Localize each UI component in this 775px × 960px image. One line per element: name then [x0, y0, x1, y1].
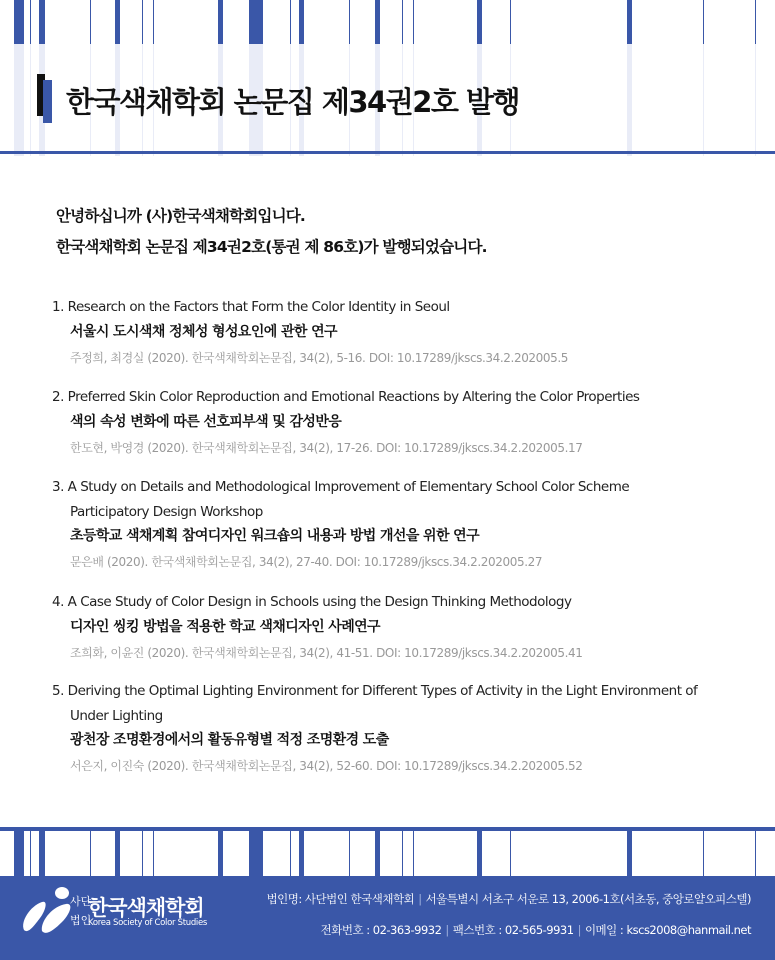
- paper-title-en: 5. Deriving the Optimal Lighting Environment for Different Types of Activity in the Light Environment of Under Lighting: [52, 683, 698, 724]
- paper-citation: 문은배 (2020). 한국색채학회논문집, 34(2), 27-40. DOI: 10.17289/jkscs.34.2.202005.27: [70, 555, 543, 569]
- paper-title-ko: 디자인 씽킹 방법을 적용한 학교 색채디자인 사례연구: [70, 618, 380, 635]
- footer-stripe: [375, 831, 380, 876]
- email-link[interactable]: 이메일 : kscs2008@hanmail.net: [584, 923, 751, 937]
- header-stripe: [477, 0, 482, 44]
- paper-title-ko: 색의 속성 변화에 따른 선호피부색 및 감성반응: [70, 413, 342, 430]
- footer-stripe: [755, 831, 756, 876]
- paper-title-en: 1. Research on the Factors that Form the Color Identity in Seoul: [52, 299, 450, 315]
- paper-item: [52, 590, 752, 666]
- header-stripe: [30, 0, 31, 44]
- header-stripe: [703, 0, 704, 44]
- header-stripe-shadow: [627, 44, 632, 156]
- header-stripe-shadow: [14, 44, 24, 156]
- header-stripe: [627, 0, 632, 44]
- footer-address-line: 법인명: 사단법인 한국색채학회 | 서울특별시 서초구 서운로 13, 2006-1호(서초동, 중앙로얄오피스텔): [266, 892, 751, 906]
- paper-title-en: 4. A Case Study of Color Design in Schools using the Design Thinking Methodology: [52, 594, 572, 610]
- phone: 전화번호 : 02-363-9932: [320, 923, 442, 937]
- header-rule: [0, 151, 775, 154]
- header-stripe: [290, 0, 291, 44]
- footer-stripe: [299, 831, 304, 876]
- address: 서울특별시 서초구 서운로 13, 2006-1호(서초동, 중앙로얄오피스텔): [425, 892, 751, 906]
- header-stripe: [299, 0, 304, 44]
- header-stripe: [249, 0, 263, 44]
- header-stripe: [39, 0, 45, 44]
- corp-name: 법인명: 사단법인 한국색채학회: [266, 892, 415, 906]
- logo-prefix-bottom: 법인: [70, 914, 92, 927]
- paper-item: [52, 385, 752, 461]
- intro-greeting: 안녕하십니까 (사)한국색채학회입니다.: [56, 207, 306, 225]
- title-marker-blue: [43, 80, 52, 123]
- header-stripe-shadow: [703, 44, 704, 156]
- footer-stripe: [477, 831, 482, 876]
- footer-stripe: [90, 831, 91, 876]
- footer-stripe: [142, 831, 143, 876]
- paper-citation: 한도현, 박영경 (2020). 한국색채학회논문집, 34(2), 17-26. DOI: 10.17289/jkscs.34.2.202005.17: [70, 440, 583, 455]
- paper-title-en: 3. A Study on Details and Methodological Improvement of Elementary School Color Scheme Participatory Design Workshop: [52, 479, 630, 520]
- paper-title-ko: 광천장 조명환경에서의 활동유형별 적정 조명환경 도출: [70, 732, 389, 748]
- footer-stripe-band: [0, 831, 775, 876]
- footer-stripe: [510, 831, 511, 876]
- footer-stripe: [14, 831, 24, 876]
- paper-item: [52, 679, 732, 779]
- logo-name: 한국색채학회: [88, 896, 204, 920]
- header-stripe-shadow: [755, 44, 756, 156]
- footer: [0, 827, 775, 960]
- paper-citation: 주정희, 최경실 (2020). 한국색채학회논문집, 34(2), 5-16. DOI: 10.17289/jkscs.34.2.202005.5: [70, 350, 569, 365]
- footer-contact-line: 전화번호 : 02-363-9932 | 팩스번호 : 02-565-9931 | 이메일 : kscs2008@hanmail.net: [320, 923, 751, 937]
- footer-stripe: [413, 831, 414, 876]
- intro-announcement: 한국색채학회 논문집 제34권2호(통권 제 86호)가 발행되었습니다.: [56, 238, 487, 256]
- paper-item: [52, 295, 752, 371]
- header-stripe: [14, 0, 24, 44]
- footer-stripe: [402, 831, 403, 876]
- header-stripe: [413, 0, 414, 44]
- footer-stripe: [249, 831, 263, 876]
- header-stripe: [142, 0, 143, 44]
- header-stripe: [402, 0, 403, 44]
- footer-stripe: [30, 831, 31, 876]
- header-stripe: [153, 0, 154, 44]
- footer-stripe: [153, 831, 154, 876]
- footer-stripe: [627, 831, 632, 876]
- logo-english-name: Korea Society of Color Studies: [88, 918, 208, 928]
- footer-stripe: [290, 831, 291, 876]
- paper-item: [52, 475, 672, 575]
- fax: 팩스번호 : 02-565-9931: [452, 923, 574, 937]
- header-stripe: [349, 0, 350, 44]
- header-stripe-shadow: [30, 44, 31, 156]
- footer-stripe: [115, 831, 120, 876]
- logo-prefix-top: 사단: [70, 895, 92, 908]
- page-title: 한국색채학회 논문집 제34권2호 발행: [66, 85, 520, 119]
- footer-stripe: [703, 831, 704, 876]
- header-stripe: [115, 0, 120, 44]
- header-stripe: [755, 0, 756, 44]
- footer-stripe: [39, 831, 45, 876]
- paper-title-en: 2. Preferred Skin Color Reproduction and Emotional Reactions by Altering the Color Properties: [52, 389, 640, 405]
- paper-title-ko: 서울시 도시색채 정체성 형성요인에 관한 연구: [70, 323, 337, 340]
- footer-stripe: [349, 831, 350, 876]
- paper-citation: 조희화, 이윤진 (2020). 한국색채학회논문집, 34(2), 41-51. DOI: 10.17289/jkscs.34.2.202005.41: [70, 645, 583, 660]
- footer-stripe: [218, 831, 223, 876]
- paper-citation: 서은지, 이진숙 (2020). 한국색채학회논문집, 34(2), 52-60. DOI: 10.17289/jkscs.34.2.202005.52: [70, 759, 583, 773]
- header-stripe: [218, 0, 223, 44]
- header-stripe: [510, 0, 511, 44]
- header-stripe: [90, 0, 91, 44]
- header-stripe: [375, 0, 380, 44]
- paper-title-ko: 초등학교 색채계획 참여디자인 워크숍의 내용과 방법 개선을 위한 연구: [70, 528, 479, 544]
